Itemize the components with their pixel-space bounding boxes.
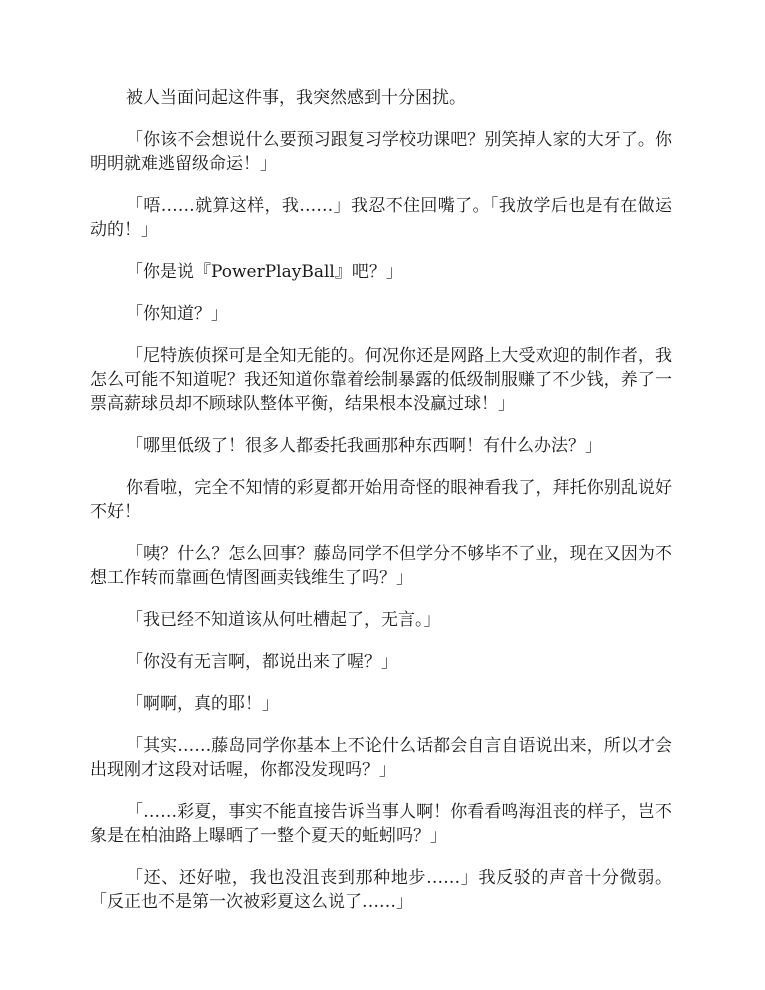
paragraph-10: 「我已经不知道该从何吐槽起了，无言。」 (126, 610, 441, 630)
paragraph-15: 「还、还好啦，我也没沮丧到那种地步……」我反驳的声音十分微弱。「反正也不是第一次被彩夏这么说了……」 (90, 868, 672, 912)
paragraph-7: 「哪里低级了！很多人都委托我画那种东西啊！有什么办法？」 (126, 436, 602, 456)
paragraph-9: 「咦？什么？怎么回事？藤岛同学不但学分不够毕不了业，现在又因为不想工作转而靠画色情图画卖钱维生了吗？」 (90, 544, 672, 588)
paragraph-2: 「你该不会想说什么要预习跟复习学校功课吧？别笑掉人家的大牙了。你明明就难逃留级命运！」 (90, 130, 672, 174)
paragraph-12: 「啊啊，真的耶！」 (126, 694, 279, 714)
paragraph-11: 「你没有无言啊，都说出来了喔？」 (126, 652, 398, 672)
paragraph-4: 「你是说『PowerPlayBall』吧？」 (126, 262, 403, 282)
paragraph-13: 「其实……藤岛同学你基本上不论什么话都会自言自语说出来，所以才会出现刚才这段对话喔，你都没发现吗？」 (90, 736, 672, 780)
paragraph-3: 「唔……就算这样，我……」我忍不住回嘴了。「我放学后也是有在做运动的！」 (90, 196, 672, 240)
paragraph-1: 被人当面问起这件事，我突然感到十分困扰。 (126, 88, 466, 108)
paragraph-6: 「尼特族侦探可是全知无能的。何况你还是网路上大受欢迎的制作者，我怎么可能不知道呢？我还知道你靠着绘制暴露的低级制服赚了不少钱，养了一票高薪球员却不顾球队整体平衡，结果根本没赢过球！」 (90, 346, 672, 414)
document-page (90, 86, 672, 932)
paragraph-5: 「你知道？」 (126, 304, 228, 324)
paragraph-14: 「……彩夏，事实不能直接告诉当事人啊！你看看鸣海沮丧的样子，岂不象是在柏油路上曝晒了一整个夏天的蚯蚓吗？」 (90, 802, 672, 846)
paragraph-8: 你看啦，完全不知情的彩夏都开始用奇怪的眼神看我了，拜托你别乱说好不好！ (90, 478, 672, 522)
